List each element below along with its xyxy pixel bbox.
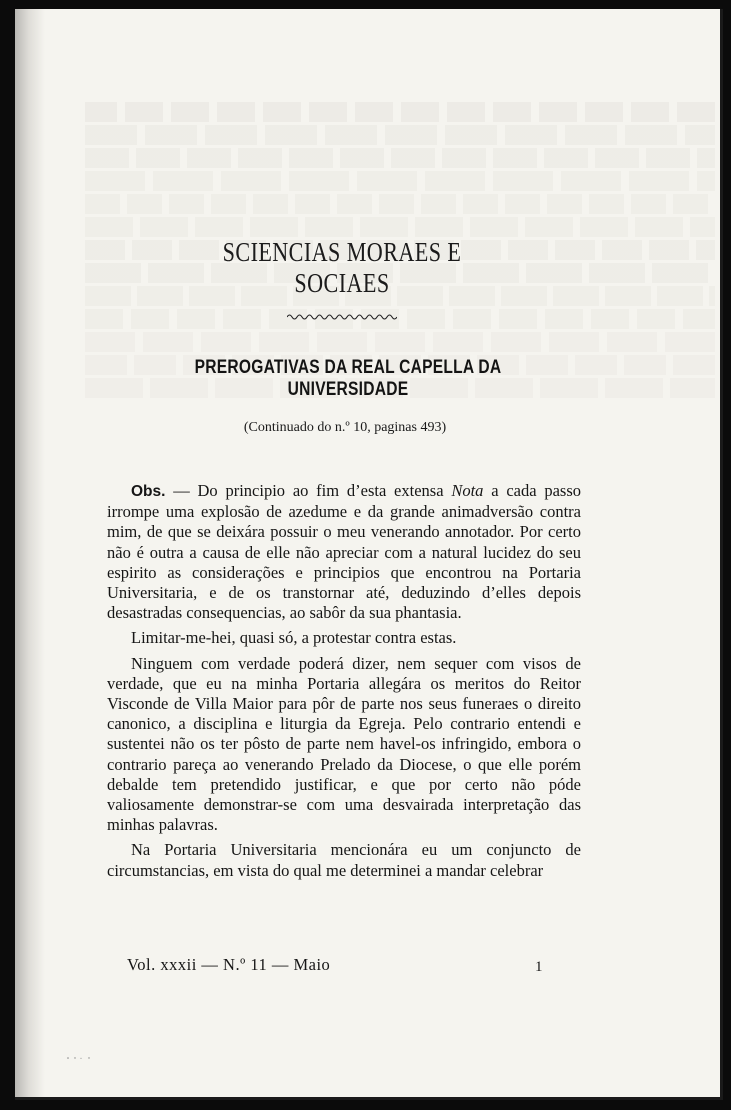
article-body [107, 481, 581, 886]
section-title: SCIENCIAS MORAES E SOCIAES [222, 237, 462, 298]
paper-sheet [15, 9, 722, 1099]
continued-note: (Continuado do n.º 10, paginas 493) [243, 420, 447, 435]
paragraph-portaria: Na Portaria Universitaria mencionára eu um conjuncto de circumstancias, em vista do qual me determinei a mandar celebrar [107, 840, 581, 880]
dust-specks [65, 1055, 95, 1061]
gutter-shadow [15, 9, 45, 1099]
wavy-rule-ornament [287, 312, 397, 322]
scan-edge-bottom [15, 1097, 723, 1100]
paragraph-obs [107, 481, 581, 623]
paragraph-obs-text-1: — Do principio ao fim d’esta extensa [165, 481, 452, 500]
scan-edge-right [720, 9, 723, 1099]
volume-signature-line: Vol. xxxii — N.º 11 — Maio [127, 955, 331, 974]
paragraph-ninguem: Ninguem com verdade poderá dizer, nem sequer com visos de verdade, que eu na minha Portaria allegára os meritos do Reitor Visconde de Villa Maior para pôr de parte nos seus funeraes o direito canonico, a disciplina e liturgia da Egreja. Pelo contrario entendi e sustentei não os ter pôsto de parte nem havel-os infringido, embora o contrario pareça ao venerando Prelado da Diocese, o que elle porém debalde tem pretendido justificar, e que por certo não póde valiosamente demonstrar-se com uma desvairada interpretação das minhas palavras. [107, 653, 581, 835]
paragraph-limitar: Limitar-me-hei, quasi só, a protestar contra estas. [131, 628, 457, 648]
italic-nota: Nota [451, 481, 484, 500]
paragraph-obs-text-2: a cada passo irrompe uma explosão de azedume e da grande animadversão contra mim, de que se deixára possuir o meu venerando annotador. Por certo não é outra a causa de elle não apreciar com a natural lucidez do seu espirito as considerações e principios que encontrou na Portaria Universitaria, e de os transtornar até, deduzindo d’elles depois desastradas consequencias, ao sabôr da sua phantasia. [107, 481, 581, 623]
obs-lead: Obs. [131, 483, 166, 500]
signature-number: 1 [535, 959, 543, 975]
article-title: PREROGATIVAS DA REAL CAPELLA DA UNIVERSIDADE [194, 357, 502, 400]
